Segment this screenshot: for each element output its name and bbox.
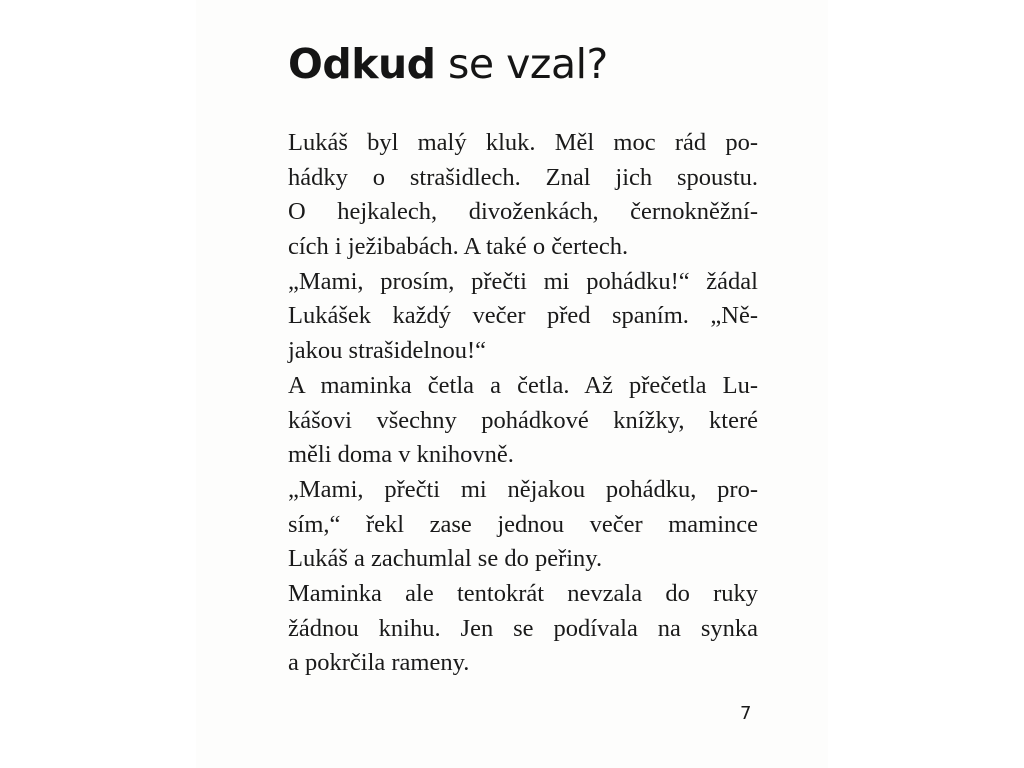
text-line: O hejkalech, divoženkách, černokněžní-: [288, 198, 758, 226]
text-line: Lukáš byl malý kluk. Měl moc rád po-: [288, 129, 758, 156]
chapter-title: [288, 40, 608, 88]
text-line: Lukáš a zachumlal se do peřiny.: [288, 545, 603, 573]
text-line: „Mami, přečti mi nějakou pohádku, pro-: [288, 475, 758, 503]
page-number: 7: [740, 703, 752, 724]
text-line: Maminka ale tentokrát nevzala do ruky: [288, 579, 758, 607]
text-line: žádnou knihu. Jen se podívala na synka: [288, 614, 758, 642]
chapter-title-bold: Odkud: [288, 40, 436, 88]
text-line: A maminka četla a četla. Až přečetla Lu-: [288, 371, 758, 399]
story-text: [288, 126, 758, 681]
text-line: jakou strašidelnou!“: [288, 337, 486, 365]
text-line: kášovi všechny pohádkové knížky, které: [288, 406, 758, 434]
text-line: hádky o strašidlech. Znal jich spoustu.: [288, 163, 758, 191]
chapter-title-rest: se vzal?: [435, 40, 608, 88]
text-line: měli doma v knihovně.: [288, 441, 514, 469]
text-line: sím,“ řekl zase jednou večer mamince: [288, 510, 758, 538]
text-line: „Mami, prosím, přečti mi pohádku!“ žádal: [288, 267, 758, 295]
text-line: a pokrčila rameny.: [288, 649, 470, 677]
text-line: cích i ježibabách. A také o čertech.: [288, 233, 629, 261]
text-line: Lukášek každý večer před spaním. „Ně-: [288, 302, 758, 330]
